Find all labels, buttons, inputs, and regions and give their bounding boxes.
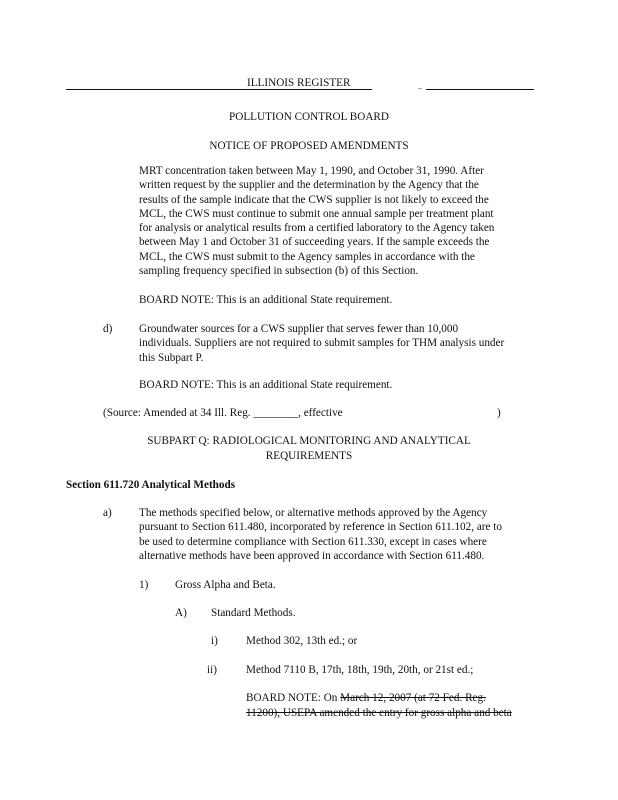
source-close-paren: ) bbox=[497, 407, 501, 419]
item-ii-text: Method 7110 B, 17th, 18th, 19th, 20th, or 21st ed.; bbox=[246, 664, 474, 676]
item-d-line: this Subpart P. bbox=[139, 351, 204, 364]
subpart-title-line1: SUBPART Q: RADIOLOGICAL MONITORING AND ANALYTICAL bbox=[147, 435, 471, 447]
para-line: sampling frequency specified in subsection (b) of this Section. bbox=[139, 265, 419, 278]
item-A-label: A) bbox=[175, 607, 187, 619]
item-d-label: d) bbox=[103, 323, 113, 335]
item-ii-label: ii) bbox=[207, 664, 217, 676]
board-note-3-line1 bbox=[246, 691, 486, 705]
board-note-3-strike: March 12, 2007 (at 72 Fed. Reg. bbox=[340, 692, 486, 704]
board-note-3-line2 bbox=[246, 706, 512, 720]
item-a-text bbox=[139, 506, 539, 563]
source-line: (Source: Amended at 34 Ill. Reg. ________, effective bbox=[103, 407, 343, 419]
para-line: MCL, the CWS must submit to the Agency samples in accordance with the bbox=[139, 250, 475, 263]
subpart-title-line2: REQUIREMENTS bbox=[265, 450, 353, 462]
item-A-text: Standard Methods. bbox=[211, 607, 296, 619]
header-rule-right bbox=[426, 89, 534, 90]
board-note-1: BOARD NOTE: This is an additional State requirement. bbox=[139, 294, 393, 306]
para-line: between May 1 and October 31 of succeeding years. If the sample exceeds the bbox=[139, 236, 490, 249]
board-note-3-strike-2: 11200), USEPA amended the entry for gross alpha and beta bbox=[246, 707, 512, 719]
item-1-label: 1) bbox=[139, 579, 149, 591]
item-d-text bbox=[139, 322, 539, 365]
item-a-line: alternative methods have been approved in accordance with Section 611.480. bbox=[139, 549, 485, 562]
board-note-3-plain: BOARD NOTE: On bbox=[246, 692, 341, 704]
item-i-text: Method 302, 13th ed.; or bbox=[246, 635, 358, 647]
item-a-line: be used to determine compliance with Section 611.330, except in cases where bbox=[139, 535, 487, 548]
item-a-label: a) bbox=[103, 507, 112, 519]
para-line: for analysis or analytical results from a certified laboratory to the Agency taken bbox=[139, 222, 495, 235]
item-d-line: Groundwater sources for a CWS supplier that serves fewer than 10,000 bbox=[139, 323, 459, 335]
item-d-line: individuals. Suppliers are not required to submit samples for THM analysis under bbox=[139, 337, 505, 350]
para-line: MRT concentration taken between May 1, 1990, and October 31, 1990. After bbox=[139, 165, 484, 177]
para-line: results of the sample indicate that the CWS supplier is not likely to exceed the bbox=[139, 193, 489, 206]
notice-title: NOTICE OF PROPOSED AMENDMENTS bbox=[209, 140, 409, 152]
register-title: ILLINOIS REGISTER bbox=[247, 77, 351, 89]
board-title: POLLUTION CONTROL BOARD bbox=[229, 111, 389, 123]
para-line: MCL, the CWS must continue to submit one annual sample per treatment plant bbox=[139, 207, 494, 220]
section-heading: Section 611.720 Analytical Methods bbox=[66, 479, 236, 491]
header-mark: .. bbox=[418, 82, 422, 91]
para-line: written request by the supplier and the determination by the Agency that the bbox=[139, 179, 479, 192]
item-a-line: pursuant to Section 611.480, incorporated by reference in Section 611.102, are to bbox=[139, 521, 502, 534]
item-i-label: i) bbox=[211, 635, 218, 647]
continued-paragraph bbox=[139, 164, 539, 278]
board-note-2: BOARD NOTE: This is an additional State requirement. bbox=[139, 379, 393, 391]
item-1-text: Gross Alpha and Beta. bbox=[175, 579, 276, 591]
item-a-line: The methods specified below, or alternative methods approved by the Agency bbox=[139, 507, 488, 519]
